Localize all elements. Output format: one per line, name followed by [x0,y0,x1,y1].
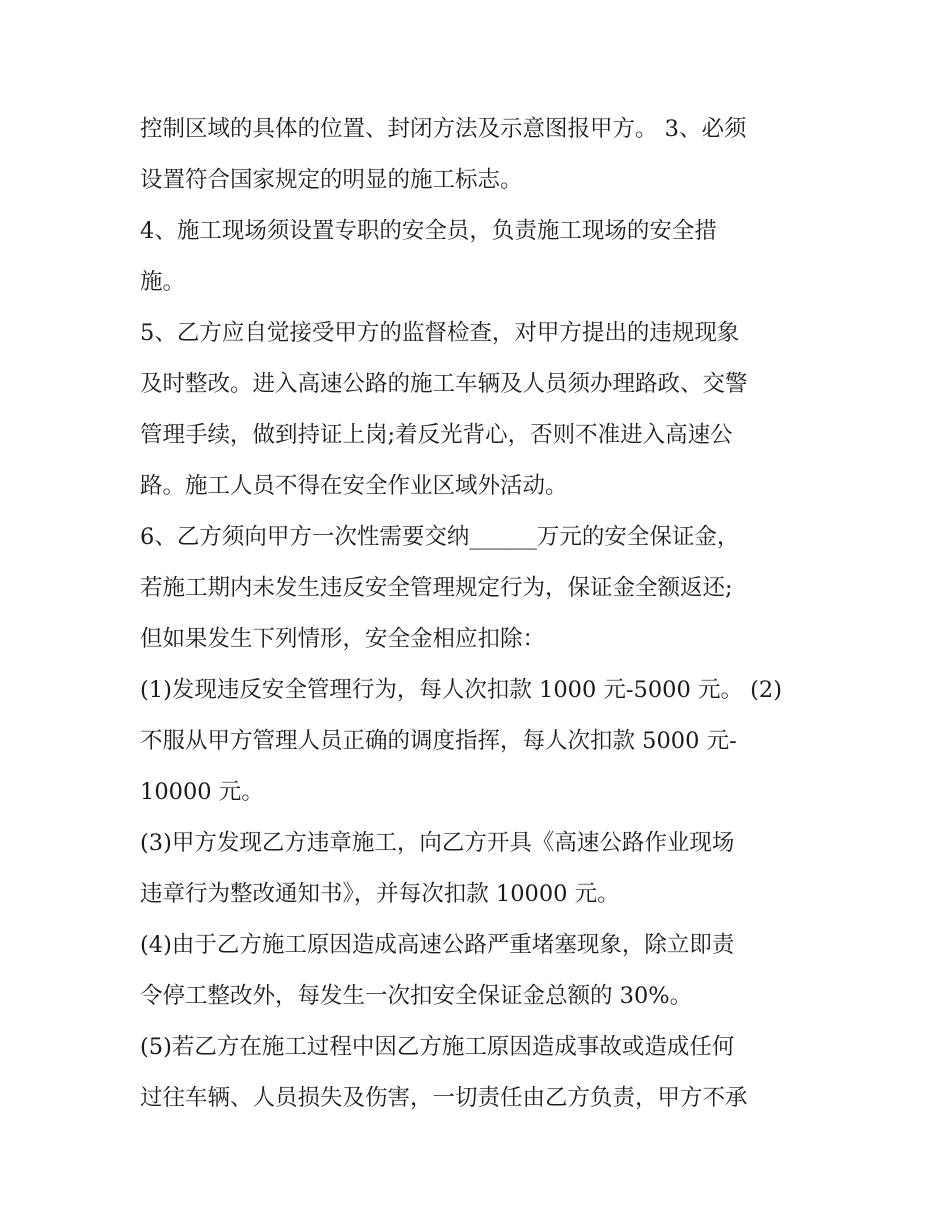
text-line: 6、乙方须向甲方一次性需要交纳______万元的安全保证金， [140,524,740,550]
text-line: (4)由于乙方施工原因造成高速公路严重堵塞现象，除立即责 [140,932,735,958]
text-line: 过往车辆、人员损失及伤害，一切责任由乙方负责，甲方不承 [140,1085,748,1111]
text-line: 若施工期内未发生违反安全管理规定行为，保证金全额返还; [140,575,733,601]
text-line: 但如果发生下列情形，安全金相应扣除： [140,626,546,652]
text-line: 5、乙方应自觉接受甲方的监督检查，对甲方提出的违规现象 [140,320,740,346]
text-line: 施。 [140,269,186,295]
text-line: 及时整改。进入高速公路的施工车辆及人员须办理路政、交警 [140,371,748,397]
text-line: 4、施工现场须设置专职的安全员，负责施工现场的安全措 [140,218,717,244]
text-line: 令停工整改外，每发生一次扣安全保证金总额的 30%。 [140,983,693,1009]
text-line: 不服从甲方管理人员正确的调度指挥，每人次扣款 5000 元- [140,728,737,754]
text-line: (5)若乙方在施工过程中因乙方施工原因造成事故或造成任何 [140,1034,735,1060]
text-line: (3)甲方发现乙方违章施工，向乙方开具《高速公路作业现场 [140,830,735,856]
text-line: 管理手续，做到持证上岗;着反光背心，否则不准进入高速公 [140,422,733,448]
document-body [140,104,840,1124]
text-line: 违章行为整改通知书》，并每次扣款 10000 元。 [140,881,620,907]
text-line: 控制区域的具体的位置、封闭方法及示意图报甲方。 3、必须 [140,116,747,142]
text-line: 设置符合国家规定的明显的施工标志。 [140,167,523,193]
text-line: 10000 元。 [140,779,264,805]
text-line: (1)发现违反安全管理行为，每人次扣款 1000 元-5000 元。 (2) [140,677,782,703]
text-line: 路。施工人员不得在安全作业区域外活动。 [140,473,568,499]
